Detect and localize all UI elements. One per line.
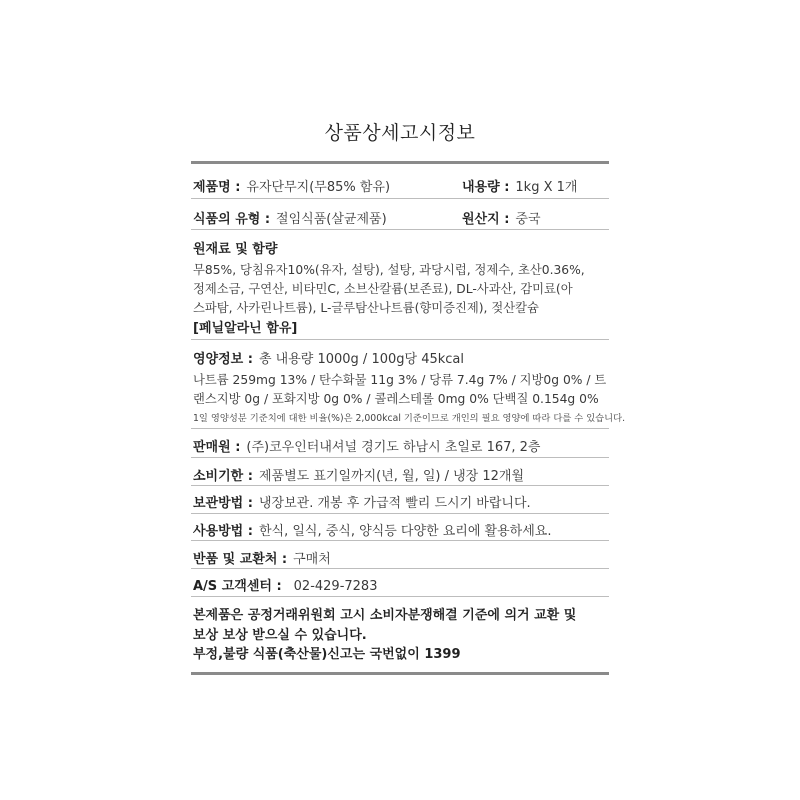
divider xyxy=(191,513,609,514)
product-name-label: 제품명 : xyxy=(193,180,241,195)
volume-row xyxy=(462,176,577,195)
divider xyxy=(191,428,609,429)
origin-row xyxy=(462,208,541,227)
divider xyxy=(191,568,609,569)
usage-value: 한식, 일식, 중식, 양식등 다양한 요리에 활용하세요. xyxy=(258,524,552,539)
nutrition-footnote: 1일 영양성분 기준치에 대한 비율(%)은 2,000kcal 기준이므로 개인의 필요 영양에 따라 다를 수 있습니다. xyxy=(193,413,626,424)
notice-line: 보상 보상 받으실 수 있습니다. xyxy=(193,628,367,643)
volume-value: 1kg X 1개 xyxy=(515,180,578,195)
expiry-value: 제품별도 표기일까지(년, 월, 일) / 냉장 12개월 xyxy=(258,469,525,484)
returns-label: 반품 및 교환처 : xyxy=(193,552,288,567)
usage-label: 사용방법 : xyxy=(193,524,253,539)
product-name-value: 유자단무지(무85% 함유) xyxy=(246,180,391,195)
returns-value: 구매처 xyxy=(293,552,331,567)
ingredients-line: 정제소금, 구연산, 비타민C, 소브산칼륨(보존료), DL-사과산, 감미료(아 xyxy=(193,282,573,296)
nutrition-line: 나트륨 259mg 13% / 탄수화물 11g 3% / 당류 7.4g 7% / 지방0g 0% / 트 xyxy=(193,373,607,387)
as-center-label: A/S 고객센터 : xyxy=(193,579,282,594)
nutrition-row xyxy=(193,348,464,367)
phenylalanine-note: [페닐알라닌 함유] xyxy=(193,321,298,336)
nutrition-value: 총 내용량 1000g / 100g당 45kcal xyxy=(258,352,464,367)
food-type-label: 식품의 유형 : xyxy=(193,212,271,227)
returns-row xyxy=(193,548,331,567)
ingredients-label: 원재료 및 함량 xyxy=(193,242,278,257)
expiry-row xyxy=(193,465,524,484)
storage-label: 보관방법 : xyxy=(193,496,253,511)
volume-label: 내용량 : xyxy=(462,180,510,195)
divider xyxy=(191,198,609,199)
product-name-row xyxy=(193,176,390,195)
divider xyxy=(191,596,609,597)
seller-label: 판매원 : xyxy=(193,440,241,455)
origin-value: 중국 xyxy=(515,212,541,227)
storage-row xyxy=(193,492,531,511)
food-type-value: 절임식품(살균제품) xyxy=(276,212,387,227)
top-rule xyxy=(191,161,609,164)
usage-row xyxy=(193,520,551,539)
notice-line: 부정,불량 식품(축산물)신고는 국번없이 1399 xyxy=(193,647,461,662)
divider xyxy=(191,485,609,486)
storage-value: 냉장보관. 개봉 후 가급적 빨리 드시기 바랍니다. xyxy=(258,496,531,511)
ingredients-line: 스파탐, 사카린나트륨), L-글루탐산나트륨(향미증진제), 젖산칼슘 xyxy=(193,301,539,315)
nutrition-label: 영양정보 : xyxy=(193,352,253,367)
seller-row xyxy=(193,436,540,455)
ingredients-line: 무85%, 당침유자10%(유자, 설탕), 설탕, 과당시럽, 정제수, 초산0.36%, xyxy=(193,263,585,277)
nutrition-line: 랜스지방 0g / 포화지방 0g 0% / 콜레스테롤 0mg 0% 단백질 0.154g 0% xyxy=(193,392,599,406)
as-center-phone: 02-429-7283 xyxy=(293,579,378,594)
divider xyxy=(191,229,609,230)
bottom-rule xyxy=(191,672,609,675)
food-type-row xyxy=(193,208,387,227)
divider xyxy=(191,339,609,340)
page-title: 상품상세고시정보 xyxy=(324,122,476,144)
as-center-row xyxy=(193,575,377,594)
expiry-label: 소비기한 : xyxy=(193,469,253,484)
notice-line: 본제품은 공정거래위원회 고시 소비자분쟁해결 기준에 의거 교환 및 xyxy=(193,608,577,623)
seller-value: (주)코우인터내셔널 경기도 하남시 초일로 167, 2층 xyxy=(246,440,541,455)
divider xyxy=(191,457,609,458)
origin-label: 원산지 : xyxy=(462,212,510,227)
divider xyxy=(191,540,609,541)
